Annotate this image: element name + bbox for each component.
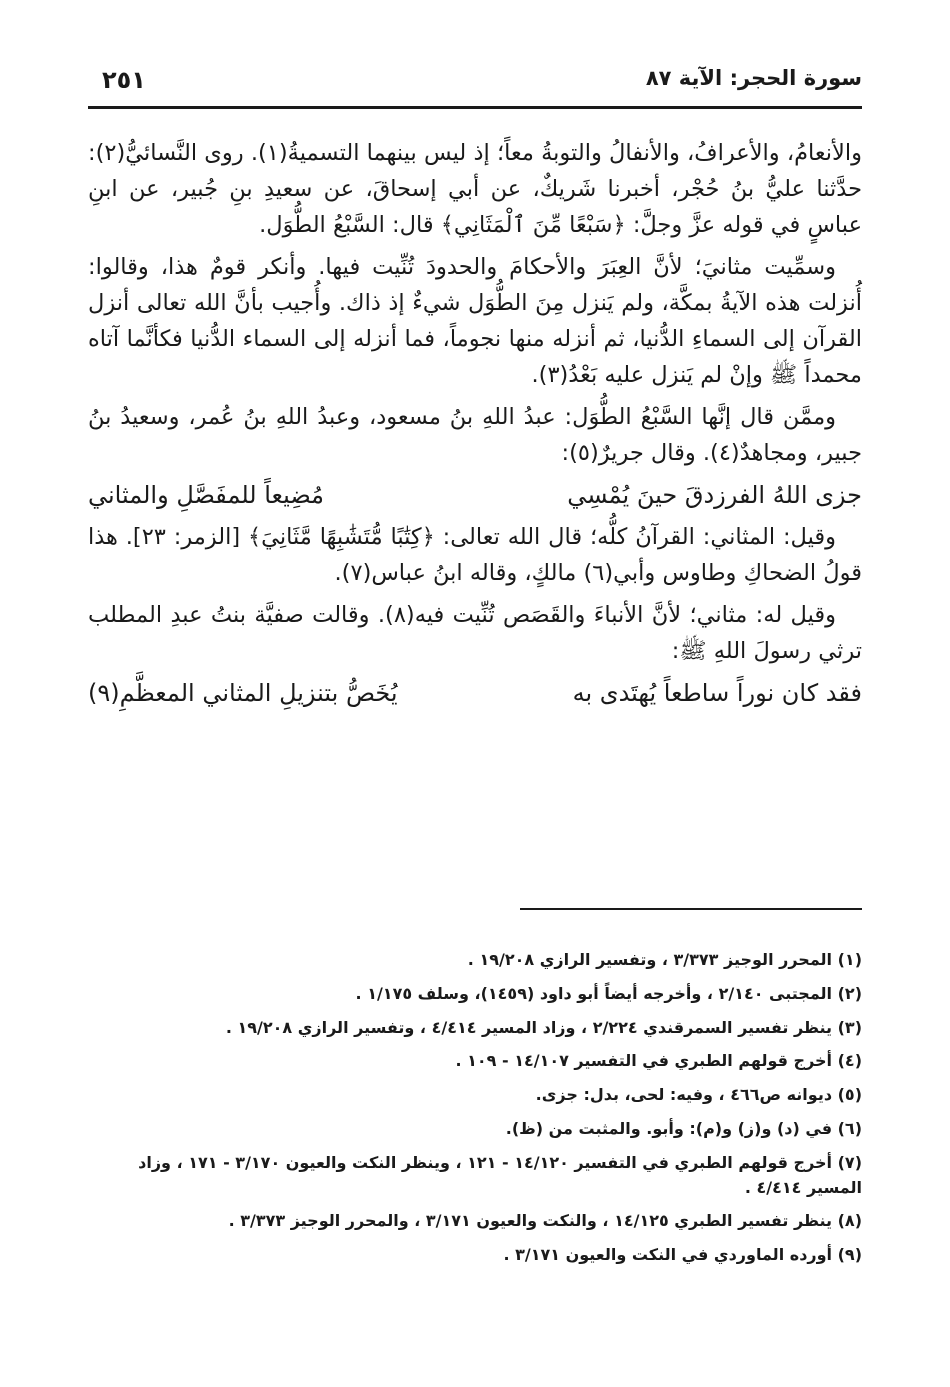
poem-verse-2-first-hemistich: فقد كان نوراً ساطعاً يُهتَدى به <box>572 679 862 707</box>
poem-verse-2-second-hemistich: يُخَصُّ بتنزيلِ المثاني المعظَّمِ(٩) <box>88 679 398 707</box>
page-number: ٢٥١ <box>102 66 146 94</box>
footnote-2: (٢) المجتبى ٢/١٤٠ ، وأخرجه أيضاً أبو داود (١٤٥٩)، وسلف ١/١٧٥ . <box>355 983 862 1003</box>
poem-verse-1-first-hemistich: جزى اللهُ الفرزدقَ حينَ يُمْسِي <box>567 481 862 509</box>
paragraph-2: وسمِّيت مثانيَ؛ لأنَّ العِبَرَ والأحكامَ والحدودَ تُنِّيت فيها. وأنكر قومٌ هذا، وقالوا: أُنزلت هذه الآيةُ بمكَّة، ولم يَنزل مِنَ الطُّوَل شيءٌ إذ ذاك. وأُجيب بأنَّ الله تعالى أنزل القرآن إلى السماءِ الدُّنيا، ثم أنزله منها نجوماً، فما أنزله إلى السماء الدُّنيا فكأنَّما آتاه محمداً ﷺ وإنْ لم يَنزل عليه بَعْدُ(٣). <box>88 254 862 388</box>
footnote-3: (٣) ينظر تفسير السمرقندي ٢/٢٢٤ ، وزاد المسير ٤/٤١٤ ، وتفسير الرازي ١٩/٢٠٨ . <box>225 1017 862 1037</box>
footnote-6: (٦) في (د) و(ز) و(م): وأبو. والمثبت من (ظ). <box>505 1118 862 1138</box>
footnote-4: (٤) أخرج قولهم الطبري في التفسير ١٤/١٠٧ - ١٠٩ . <box>455 1051 862 1071</box>
footnote-7: (٧) أخرج قولهم الطبري في التفسير ١٤/١٢٠ - ١٢١ ، وينظر النكت والعيون ٣/١٧٠ - ١٧١ ، وزاد المسير ٤/٤١٤ . <box>138 1152 862 1197</box>
footnote-8: (٨) ينظر تفسير الطبري ١٤/١٢٥ ، والنكت والعيون ٣/١٧١ ، والمحرر الوجيز ٣/٣٧٣ . <box>228 1211 862 1231</box>
main-text <box>88 135 862 717</box>
footnote-9: (٩) أورده الماوردي في النكت والعيون ٣/١٧١ . <box>503 1245 862 1265</box>
surah-title: سورة الحجر: الآية ٨٧ <box>645 66 862 90</box>
footnote-5: (٥) ديوانه ص٤٦٦ ، وفيه: لحى، بدل: جزى. <box>535 1085 862 1105</box>
footnote-1: (١) المحرر الوجيز ٣/٣٧٣ ، وتفسير الرازي ١٩/٢٠٨ . <box>467 950 862 969</box>
poem-verse-1-second-hemistich: مُضِيعاً للمفَصَّلِ والمثاني <box>88 481 325 509</box>
poem-verse-1 <box>88 477 862 513</box>
paragraph-4: وقيل: المثاني: القرآنُ كلُّه؛ قال الله تعالى: ﴿كِتَٰبًا مُّتَشَٰبِهًا مَّثَانِيَ﴾ [الزمر: ٢٣]. هذا قولُ الضحاكِ وطاوس وأبي(٦) مالكٍ، وقاله ابنُ عباس(٧). <box>88 524 862 586</box>
footnotes <box>88 948 862 1277</box>
running-header <box>88 60 862 109</box>
poem-verse-2 <box>88 675 862 711</box>
paragraph-1: والأنعامُ، والأعرافُ، والأنفالُ والتوبةُ معاً؛ إذ ليس بينهما التسميةُ(١). روى النَّسائيُّ(٢): حدَّثنا عليُّ بنُ حُجْر، أخبرنا شَريكٌ، عن أبي إسحاقَ، عن سعيدِ بنِ جُبير، عن ابنِ عباسٍ في قوله عزَّ وجلَّ: ﴿سَبْعًا مِّنَ ٱلْمَثَانِي﴾ قال: السَّبْعُ الطُّوَل. <box>88 140 862 238</box>
paragraph-5: وقيل له: مثاني؛ لأنَّ الأنباءَ والقَصَص تُنِّيت فيه(٨). وقالت صفيَّة بنتُ عبدِ المطلب ترثي رسولَ اللهِ ﷺ: <box>88 602 862 664</box>
paragraph-3: وممَّن قال إنَّها السَّبْعُ الطُّوَل: عبدُ اللهِ بنُ مسعود، وعبدُ اللهِ بنُ عُمر، وسعيدُ بنُ جبير، ومجاهدٌ(٤). وقال جريرٌ(٥): <box>88 404 862 466</box>
footnote-separator <box>520 908 862 910</box>
